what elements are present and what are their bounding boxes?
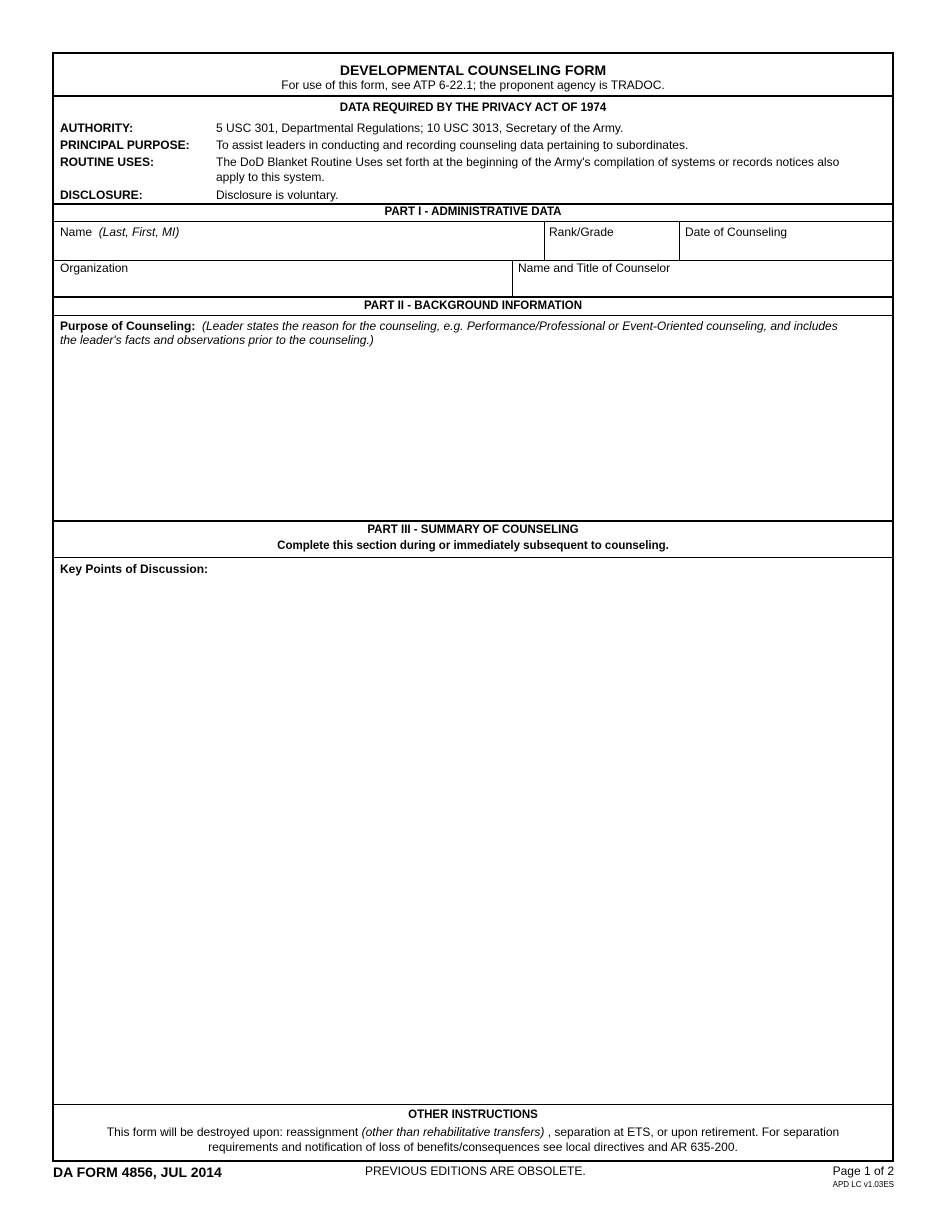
routine-uses-text-cont: apply to this system.	[216, 170, 325, 184]
divider	[679, 221, 680, 260]
counselor-label: Name and Title of Counselor	[518, 261, 671, 275]
disclosure-label: DISCLOSURE:	[60, 188, 143, 202]
counselor-input[interactable]	[518, 278, 884, 294]
principal-purpose-text: To assist leaders in conducting and recording counseling data pertaining to subordinates.	[216, 138, 689, 152]
part1-heading: PART I - ADMINISTRATIVE DATA	[384, 206, 562, 218]
authority-label: AUTHORITY:	[60, 121, 134, 135]
divider	[54, 1104, 892, 1105]
form-id: DA FORM 4856, JUL 2014	[53, 1164, 222, 1180]
version-label: APD LC v1.03ES	[832, 1180, 894, 1189]
part3-heading: PART III - SUMMARY OF COUNSELING	[367, 524, 579, 536]
organization-label: Organization	[60, 261, 129, 275]
name-label-text: Name	[60, 225, 93, 239]
purpose-hint-cont: the leader's facts and observations prior to the counseling.)	[60, 333, 374, 347]
divider	[54, 557, 892, 558]
divider	[512, 260, 513, 297]
form-title: DEVELOPMENTAL COUNSELING FORM	[339, 62, 607, 78]
divider	[54, 520, 892, 522]
key-points-input[interactable]	[60, 580, 888, 1100]
part2-heading: PART II - BACKGROUND INFORMATION	[363, 300, 583, 312]
principal-purpose-label: PRINCIPAL PURPOSE:	[60, 138, 190, 152]
rank-grade-label: Rank/Grade	[549, 225, 614, 239]
form-subtitle: For use of this form, see ATP 6-22.1; the proponent agency is TRADOC.	[281, 78, 665, 92]
purpose-of-counseling-input[interactable]	[60, 350, 888, 518]
purpose-hint: (Leader states the reason for the counseling, e.g. Performance/Professional or Event-Oriented counseling, and includes	[202, 319, 838, 333]
rank-grade-input[interactable]	[549, 242, 675, 258]
obsolete-notice: PREVIOUS EDITIONS ARE OBSOLETE.	[365, 1164, 586, 1178]
routine-uses-label: ROUTINE USES:	[60, 155, 155, 169]
divider	[54, 315, 892, 316]
divider	[54, 203, 892, 205]
name-input[interactable]	[60, 242, 538, 258]
purpose-label: Purpose of Counseling:	[60, 319, 196, 333]
divider	[54, 296, 892, 298]
instructions-italic: (other than rehabilitative transfers)	[361, 1125, 545, 1139]
divider	[54, 95, 892, 97]
page-number: Page 1 of 2	[832, 1164, 894, 1178]
name-hint: (Last, First, MI)	[98, 225, 180, 239]
other-instructions-line1	[54, 1125, 892, 1139]
organization-input[interactable]	[60, 278, 508, 294]
privacy-heading: DATA REQUIRED BY THE PRIVACY ACT OF 1974	[339, 102, 607, 114]
instructions-text: This form will be destroyed upon: reassignment	[106, 1125, 362, 1139]
date-of-counseling-input[interactable]	[685, 242, 885, 258]
counseling-form	[52, 52, 894, 1162]
instructions-text-cont: , separation at ETS, or upon retirement. For separation	[544, 1125, 840, 1139]
other-instructions-heading: OTHER INSTRUCTIONS	[408, 1109, 538, 1121]
disclosure-text: Disclosure is voluntary.	[216, 188, 339, 202]
key-points-label: Key Points of Discussion:	[60, 562, 209, 576]
routine-uses-text: The DoD Blanket Routine Uses set forth at the beginning of the Army's compilation of systems or records notices also	[216, 155, 840, 169]
divider	[54, 260, 892, 261]
part3-subheading: Complete this section during or immediately subsequent to counseling.	[277, 540, 669, 552]
name-label	[60, 225, 179, 239]
divider	[544, 221, 545, 260]
authority-text: 5 USC 301, Departmental Regulations; 10 USC 3013, Secretary of the Army.	[216, 121, 624, 135]
other-instructions-line2: requirements and notification of loss of benefits/consequences see local directives and AR 635-200.	[208, 1140, 738, 1154]
purpose-of-counseling-prompt	[60, 319, 838, 333]
divider	[54, 221, 892, 222]
date-of-counseling-label: Date of Counseling	[685, 225, 788, 239]
